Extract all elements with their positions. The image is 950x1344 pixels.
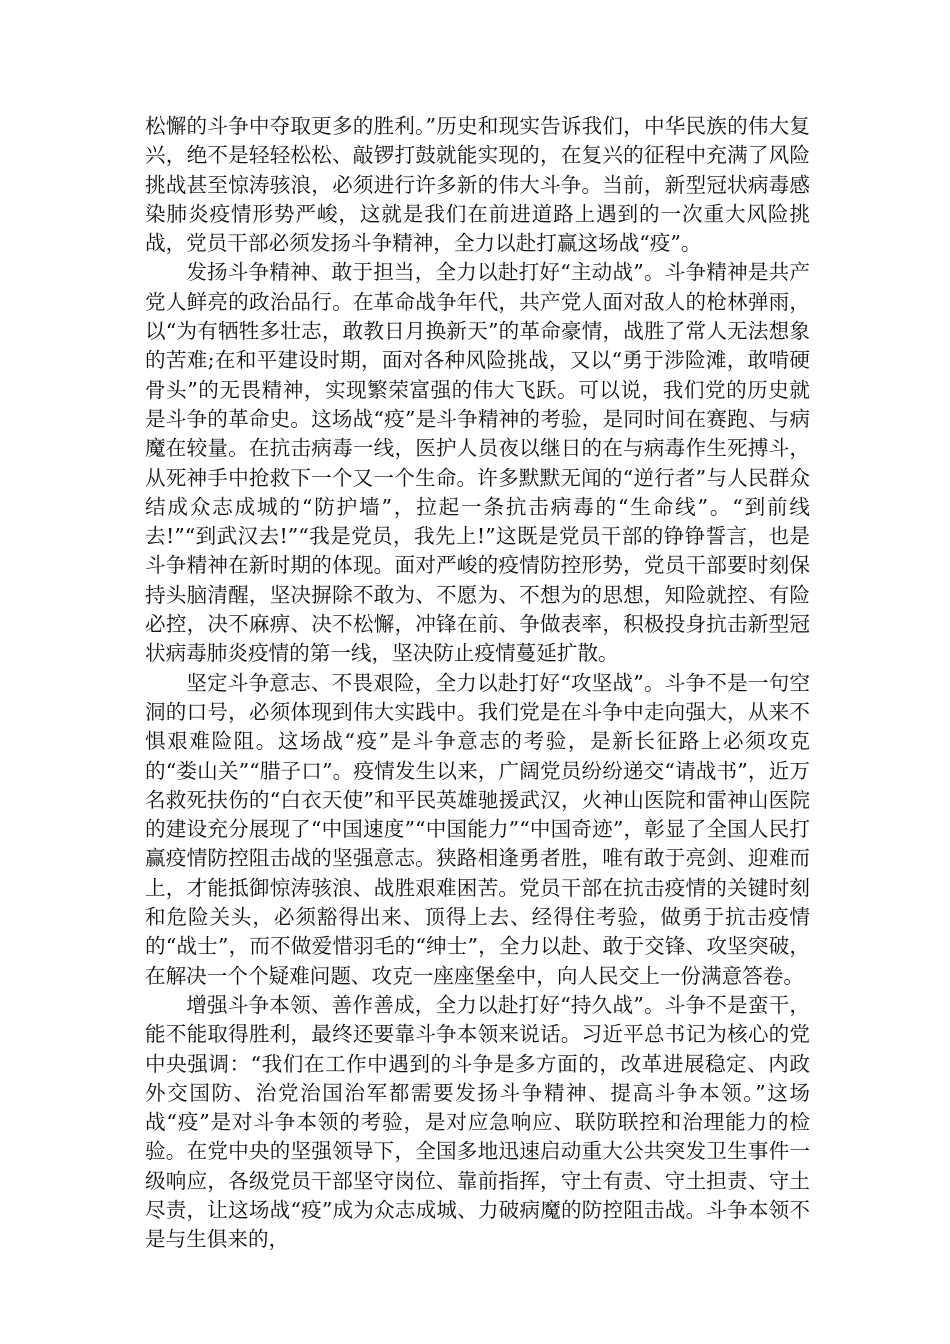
paragraph-3: 坚定斗争意志、不畏艰险，全力以赴打好“攻坚战”。斗争不是一句空洞的口号，必须体现到伟大实践中。我们党是在斗争中走向强大，从来不惧艰难险阻。这场战“疫”是斗争意志的考验，是新长征路上必须攻克的“娄山关”“腊子口”。疫情发生以来，广阔党员纷纷递交“请战书”，近万名救死扶伤的“白衣天使”和平民英雄驰援武汉，火神山医院和雷神山医院的建设充分展现了“中国速度”“中国能力”“中国奇迹”，彰显了全国人民打赢疫情防控阻击战的坚强意志。狭路相逢勇者胜，唯有敢于亮剑、迎难而上，才能抵御惊涛骇浪、战胜艰难困苦。党员干部在抗击疫情的关键时刻和危险关头，必须豁得出来、顶得上去、经得住考验，做勇于抗击疫情的“战士”，而不做爱惜羽毛的“绅士”，全力以赴、敢于交锋、攻坚突破，在解决一个个疑难问题、攻克一座座堡垒中，向人民交上一份满意答卷。: [145, 670, 810, 988]
document-body: [145, 112, 810, 1255]
paragraph-4: 增强斗争本领、善作善成，全力以赴打好“持久战”。斗争不是蛮干，能不能取得胜利，最终还要靠斗争本领来说话。习近平总书记为核心的党中央强调：“我们在工作中遇到的斗争是多方面的，改革进展稳定、内政外交国防、治党治国治军都需要发扬斗争精神、提高斗争本领。”这场战“疫”是对斗争本领的考验，是对应急响应、联防联控和治理能力的检验。在党中央的坚强领导下，全国多地迅速启动重大公共突发卫生事件一级响应，各级党员干部坚守岗位、靠前指挥，守土有责、守土担责、守土尽责，让这场战“疫”成为众志成城、力破病魔的防控阻击战。斗争本领不是与生俱来的，: [145, 992, 810, 1252]
paragraph-1: 松懈的斗争中夺取更多的胜利。”历史和现实告诉我们，中华民族的伟大复兴，绝不是轻轻松松、敲锣打鼓就能实现的，在复兴的征程中充满了风险挑战甚至惊涛骇浪，必须进行许多新的伟大斗争。当前，新型冠状病毒感染肺炎疫情形势严峻，这就是我们在前进道路上遇到的一次重大风险挑战，党员干部必须发扬斗争精神，全力以赴打赢这场战“疫”。: [145, 114, 810, 256]
paragraph-2: 发扬斗争精神、敢于担当，全力以赴打好“主动战”。斗争精神是共产党人鲜亮的政治品行。在革命战争年代，共产党人面对敌人的枪林弹雨，以“为有牺牲多壮志，敢教日月换新天”的革命豪情，战胜了常人无法想象的苦难;在和平建设时期，面对各种风险挑战，又以“勇于涉险滩，敢啃硬骨头”的无畏精神，实现繁荣富强的伟大飞跃。可以说，我们党的历史就是斗争的革命史。这场战“疫”是斗争精神的考验，是同时间在赛跑、与病魔在较量。在抗击病毒一线，医护人员夜以继日的在与病毒作生死搏斗，从死神手中抢救下一个又一个生命。许多默默无闻的“逆行者”与人民群众结成众志成城的“防护墙”，拉起一条抗击病毒的“生命线”。“到前线去!”“到武汉去!”“我是党员，我先上!”这既是党员干部的铮铮誓言，也是斗争精神在新时期的体现。面对严峻的疫情防控形势，党员干部要时刻保持头脑清醒，坚决摒除不敢为、不愿为、不想为的思想，知险就控、有险必控，决不麻痹、决不松懈，冲锋在前、争做表率，积极投身抗击新型冠状病毒肺炎疫情的第一线，坚决防止疫情蔓延扩散。: [145, 260, 810, 666]
